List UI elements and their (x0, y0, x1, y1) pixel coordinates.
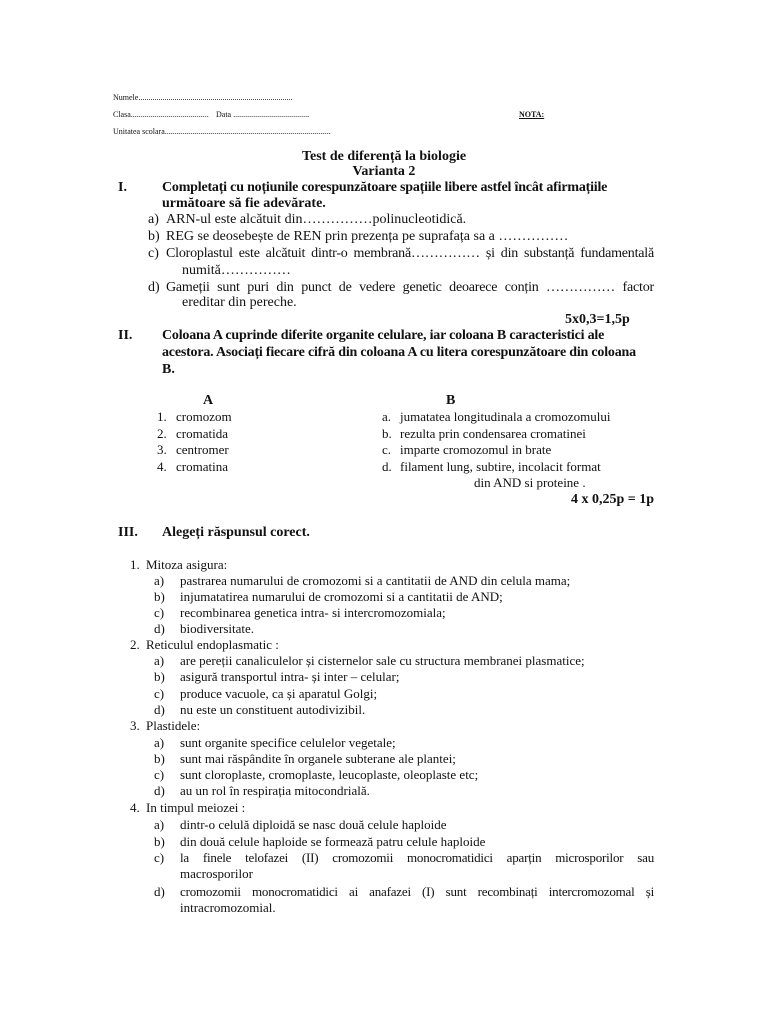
col-a-item: centromer (176, 442, 229, 457)
column-b-header: B (446, 393, 456, 408)
section1-score: 5x0,3=1,5p (565, 312, 630, 327)
option-label: b) (154, 589, 165, 604)
option-text: la finele telofazei (II) cromozomii monocromatidici aparțin microsporilor sau (180, 850, 654, 865)
question-number: 4. (130, 800, 140, 815)
question-text: Mitoza asigura: (146, 557, 228, 572)
option-label: b) (154, 834, 165, 849)
section2-heading-line2: acestora. Asociați fiecare cifră din coloana A cu litera corespunzătoare din coloana (162, 345, 636, 360)
option-text: au un rol în respirația mitocondrială. (180, 783, 370, 798)
col-b-item-cont: din AND si proteine . (474, 475, 586, 490)
section2-heading-line3: B. (162, 362, 175, 377)
s1-item-d-text: Gameții sunt puri din punct de vedere genetic deoarece conțin …………… factor (166, 280, 654, 295)
col-b-label: b. (382, 426, 392, 441)
s1-item-d-text-cont: ereditar din pereche. (182, 295, 297, 310)
col-a-label: 1. (157, 409, 167, 424)
s1-item-b-text: REG se deosebește de REN prin prezența pe suprafața sa a …………… (166, 229, 569, 244)
option-text: nu este un constituent autodivizibil. (180, 702, 366, 717)
section2-score: 4 x 0,25p = 1p (571, 492, 655, 507)
school-field: Unitatea scolara................................................................................... (113, 127, 331, 136)
question-text: Plastidele: (146, 718, 201, 733)
question-number: 1. (130, 557, 140, 572)
option-text: sunt organite specifice celulelor vegetale; (180, 735, 396, 750)
option-text-cont: macrosporilor (180, 866, 253, 881)
col-a-label: 3. (157, 442, 167, 457)
question-number: 2. (130, 637, 140, 652)
option-text: sunt mai răspândite în organele subterane ale plantei; (180, 751, 456, 766)
question-text: Reticulul endoplasmatic : (146, 637, 279, 652)
section1-heading-line1: Completați cu noțiunile corespunzătoare spațiile libere astfel încât afirmațiile (162, 180, 608, 195)
option-label: d) (154, 783, 165, 798)
col-b-label: c. (382, 442, 392, 457)
s1-item-c-text-cont: numită…………… (182, 263, 291, 278)
grade-field: NOTA: (519, 110, 545, 119)
option-text: dintr-o celulă diploidă se nasc două celule haploide (180, 817, 447, 832)
option-label: a) (154, 573, 165, 588)
option-label: c) (154, 686, 165, 701)
option-text: biodiversitate. (180, 621, 255, 636)
option-label: d) (154, 702, 165, 717)
option-label: b) (154, 669, 165, 684)
option-label: c) (154, 850, 165, 865)
option-label: b) (154, 751, 165, 766)
variant-title: Varianta 2 (352, 164, 416, 179)
question-number: 3. (130, 718, 140, 733)
test-title: Test de diferență la biologie (301, 149, 467, 164)
question-text: In timpul meiozei : (146, 800, 246, 815)
option-text: asigură transportul intra- și inter – celular; (180, 669, 400, 684)
option-label: c) (154, 767, 165, 782)
option-text: produce vacuole, ca și aparatul Golgi; (180, 686, 378, 701)
section3-number: III. (118, 525, 138, 540)
option-text: recombinarea genetica intra- si intercromozomiala; (180, 605, 446, 620)
col-a-label: 4. (157, 459, 167, 474)
date-field: Data ...................................... (216, 110, 310, 119)
section3-heading: Alegeți răspunsul corect. (162, 525, 310, 540)
s1-item-a-label: a) (148, 212, 159, 227)
option-text: cromozomii monocromatidici ai anafazei (I) sunt recombinați intercromozomal și (180, 884, 654, 899)
column-a-header: A (203, 393, 214, 408)
option-text: pastrarea numarului de cromozomi si a cantitatii de AND din celula mama; (180, 573, 571, 588)
col-a-item: cromozom (176, 409, 232, 424)
col-b-item: rezulta prin condensarea cromatinei (400, 426, 586, 441)
option-text: are pereții canaliculelor și cisternelor sale cu structura membranei plasmatice; (180, 653, 585, 668)
section2-heading-line1: Coloana A cuprinde diferite organite celulare, iar coloana B caracteristici ale (162, 328, 605, 343)
col-b-label: d. (382, 459, 392, 474)
col-a-item: cromatina (176, 459, 228, 474)
option-label: d) (154, 621, 165, 636)
col-a-label: 2. (157, 426, 167, 441)
section1-heading-line2: următoare să fie adevărate. (162, 196, 326, 211)
col-b-item: imparte cromozomul in brate (400, 442, 552, 457)
option-text: sunt cloroplaste, cromoplaste, leucoplaste, oleoplaste etc; (180, 767, 479, 782)
s1-item-b-label: b) (148, 229, 160, 244)
col-a-item: cromatida (176, 426, 228, 441)
col-b-item: filament lung, subtire, incolacit format (400, 459, 601, 474)
option-text: injumatatirea numarului de cromozomi si a cantitatii de AND; (180, 589, 503, 604)
option-label: a) (154, 653, 165, 668)
section1-number: I. (118, 180, 127, 195)
option-label: d) (154, 884, 165, 899)
option-label: c) (154, 605, 165, 620)
section2-number: II. (118, 328, 133, 343)
option-label: a) (154, 735, 165, 750)
option-text: din două celule haploide se formează patru celule haploide (180, 834, 486, 849)
s1-item-a-text: ARN-ul este alcătuit din……………polinucleotidică. (166, 212, 467, 227)
s1-item-d-label: d) (148, 280, 160, 295)
class-field: Clasa....................................... (113, 110, 209, 119)
col-b-item: jumatatea longitudinala a cromozomului (400, 409, 611, 424)
s1-item-c-label: c) (148, 246, 159, 261)
col-b-label: a. (382, 409, 392, 424)
s1-item-c-text: Cloroplastul este alcătuit dintr-o membrană…………… și din substanță fundamentală (166, 246, 654, 261)
student-name-field: Numele............................................................................. (113, 93, 293, 102)
option-text-cont: intracromozomial. (180, 900, 276, 915)
option-label: a) (154, 817, 165, 832)
